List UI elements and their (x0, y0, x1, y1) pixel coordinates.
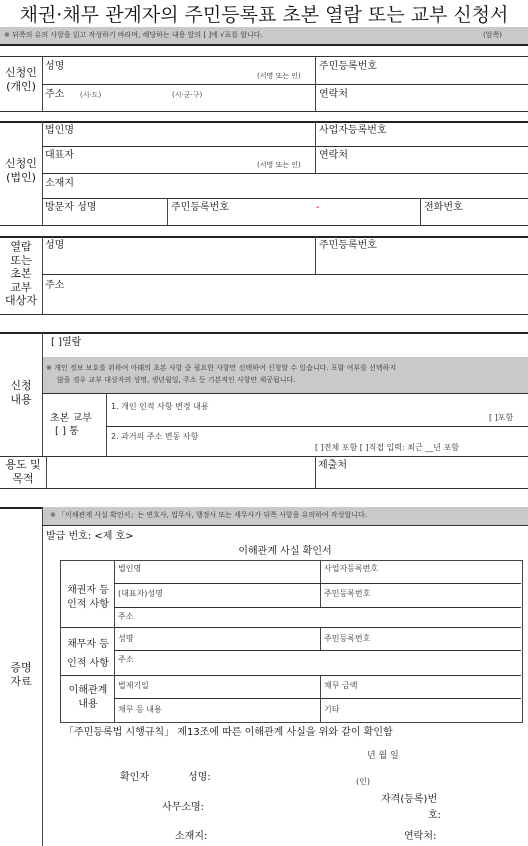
int-amount-label: 채무 금액 (324, 681, 358, 690)
copy-count-field[interactable]: [ ] 통 (55, 426, 79, 437)
office-label: 사무소명: (162, 802, 205, 813)
privacy-note-line1: ※ 개인 정보 보호를 위하여 아래의 초본 사항 중 필요한 사항만 선택하여 신청할 수 있습니다. 포함 여부를 선택하지 (46, 364, 397, 372)
applicant-sign-hint: (서명 또는 인) (257, 72, 301, 80)
target-name-label: 성명 (45, 240, 65, 251)
request-label: 신청 내용 (10, 379, 32, 406)
corp-contact-label: 연락처 (319, 150, 348, 161)
license-label-1: 자격(등록)번 (381, 794, 438, 805)
proof-note-text: ※ 「이해관계 사실 확인서」는 변호사, 법무사, 행정사 또는 세무사가 뒤쪽 사항을 유의하여 작성합니다. (50, 511, 367, 519)
cr-corp-label: 법인명 (118, 564, 142, 573)
cr-addr-label: 주소 (118, 612, 134, 621)
applicant-contact-label: 연락처 (319, 89, 348, 100)
db-rrn-label: 주민등록번호 (324, 634, 371, 643)
target-label: 열람 또는 초본 교부 대상자 (5, 240, 37, 307)
submit-to-label: 제출처 (318, 460, 347, 471)
visitor-name-label: 방문자 성명 (45, 202, 97, 213)
license-label-2: 호: (428, 810, 442, 821)
item2-options[interactable]: [ ]전체 포함 [ ]직접 입력: 최근 __년 포함 (315, 443, 459, 452)
visitor-phone-label: 전화번호 (424, 202, 463, 213)
request-view-checkbox[interactable]: [ ]열람 (51, 337, 82, 348)
copy-issue-label: 초본 교부 (50, 413, 92, 424)
applicant-si-do: (시·도) (80, 91, 102, 99)
corp-rep-label: 대표자 (45, 150, 74, 161)
seal-mark: (인) (356, 777, 370, 786)
applicant-rrn-label: 주민등록번호 (319, 61, 377, 72)
proof-label: 증명 자료 (10, 661, 32, 688)
statement-text: 「주민등록법 시행규칙」 제13조에 따른 이해관계 사실을 위와 같이 확인함 (64, 727, 393, 738)
item2-label: 2. 과거의 주소 변동 사항 (111, 432, 199, 441)
target-rrn-label: 주민등록번호 (319, 240, 377, 251)
purpose-label: 용도 및 목적 (5, 458, 41, 485)
applicant-si-gun-gu: (시·군·구) (172, 91, 203, 99)
debtor-label: 채무자 등 인적 사항 (67, 639, 109, 669)
int-other-label: 기타 (324, 705, 340, 714)
applicant-individual-label: 신청인 (개인) (5, 66, 37, 93)
visitor-rrn-label: 주민등록번호 (171, 202, 229, 213)
page-title: 채권·채무 관계자의 주민등록표 초본 열람 또는 교부 신청서 (19, 4, 509, 26)
cert-title: 이해관계 사실 확인서 (238, 546, 332, 557)
privacy-note-line2: 않을 경우 교부 대상자의 성명, 생년월일, 주소 등 기본적인 사항만 제공됩니다. (57, 376, 296, 384)
corp-sign-hint: (서명 또는 인) (257, 161, 301, 169)
interest-label: 이해관계 내용 (68, 685, 108, 710)
page-side-label: (앞쪽) (483, 31, 502, 39)
item1-label: 1. 개인 인적 사항 변경 내용 (111, 402, 209, 411)
office-contact-label: 연락처: (404, 831, 437, 842)
int-content-label: 채무 등 내용 (118, 705, 162, 714)
issue-number: 발급 번호: <제 호> (46, 531, 134, 542)
office-address-label: 소재지: (175, 831, 208, 842)
applicant-corp-label: 신청인 (법인) (5, 157, 37, 184)
privacy-note-bar (43, 357, 528, 393)
confirmer-name-label: 성명: (188, 772, 211, 783)
db-addr-label: 주소 (118, 655, 134, 664)
int-cause-label: 법제기일 (118, 681, 149, 690)
target-address-label: 주소 (45, 280, 65, 291)
db-name-label: 성명 (118, 634, 134, 643)
notice-text: ※ 뒤쪽의 유의 사항을 읽고 작성하기 바라며, 해당하는 내용 앞의 [ ]에 √표를 합니다. (4, 31, 263, 39)
corp-name-label: 법인명 (45, 125, 74, 136)
item1-include-checkbox[interactable]: [ ]포함 (489, 413, 514, 422)
applicant-address-label: 주소 (45, 89, 65, 100)
cr-rep-label: (대표자)성명 (118, 589, 163, 598)
date-line: 년 월 일 (367, 751, 399, 761)
confirmer-label: 확인자 (120, 772, 149, 783)
corp-biz-no-label: 사업자등록번호 (319, 125, 387, 136)
cr-rrn-label: 주민등록번호 (324, 589, 371, 598)
creditor-label: 채권자 등 인적 사항 (67, 585, 109, 610)
applicant-name-label: 성명 (45, 61, 65, 72)
cr-biz-label: 사업자등록번호 (324, 564, 379, 573)
visitor-rrn-dash: - (316, 202, 320, 213)
corp-location-label: 소재지 (45, 178, 74, 189)
